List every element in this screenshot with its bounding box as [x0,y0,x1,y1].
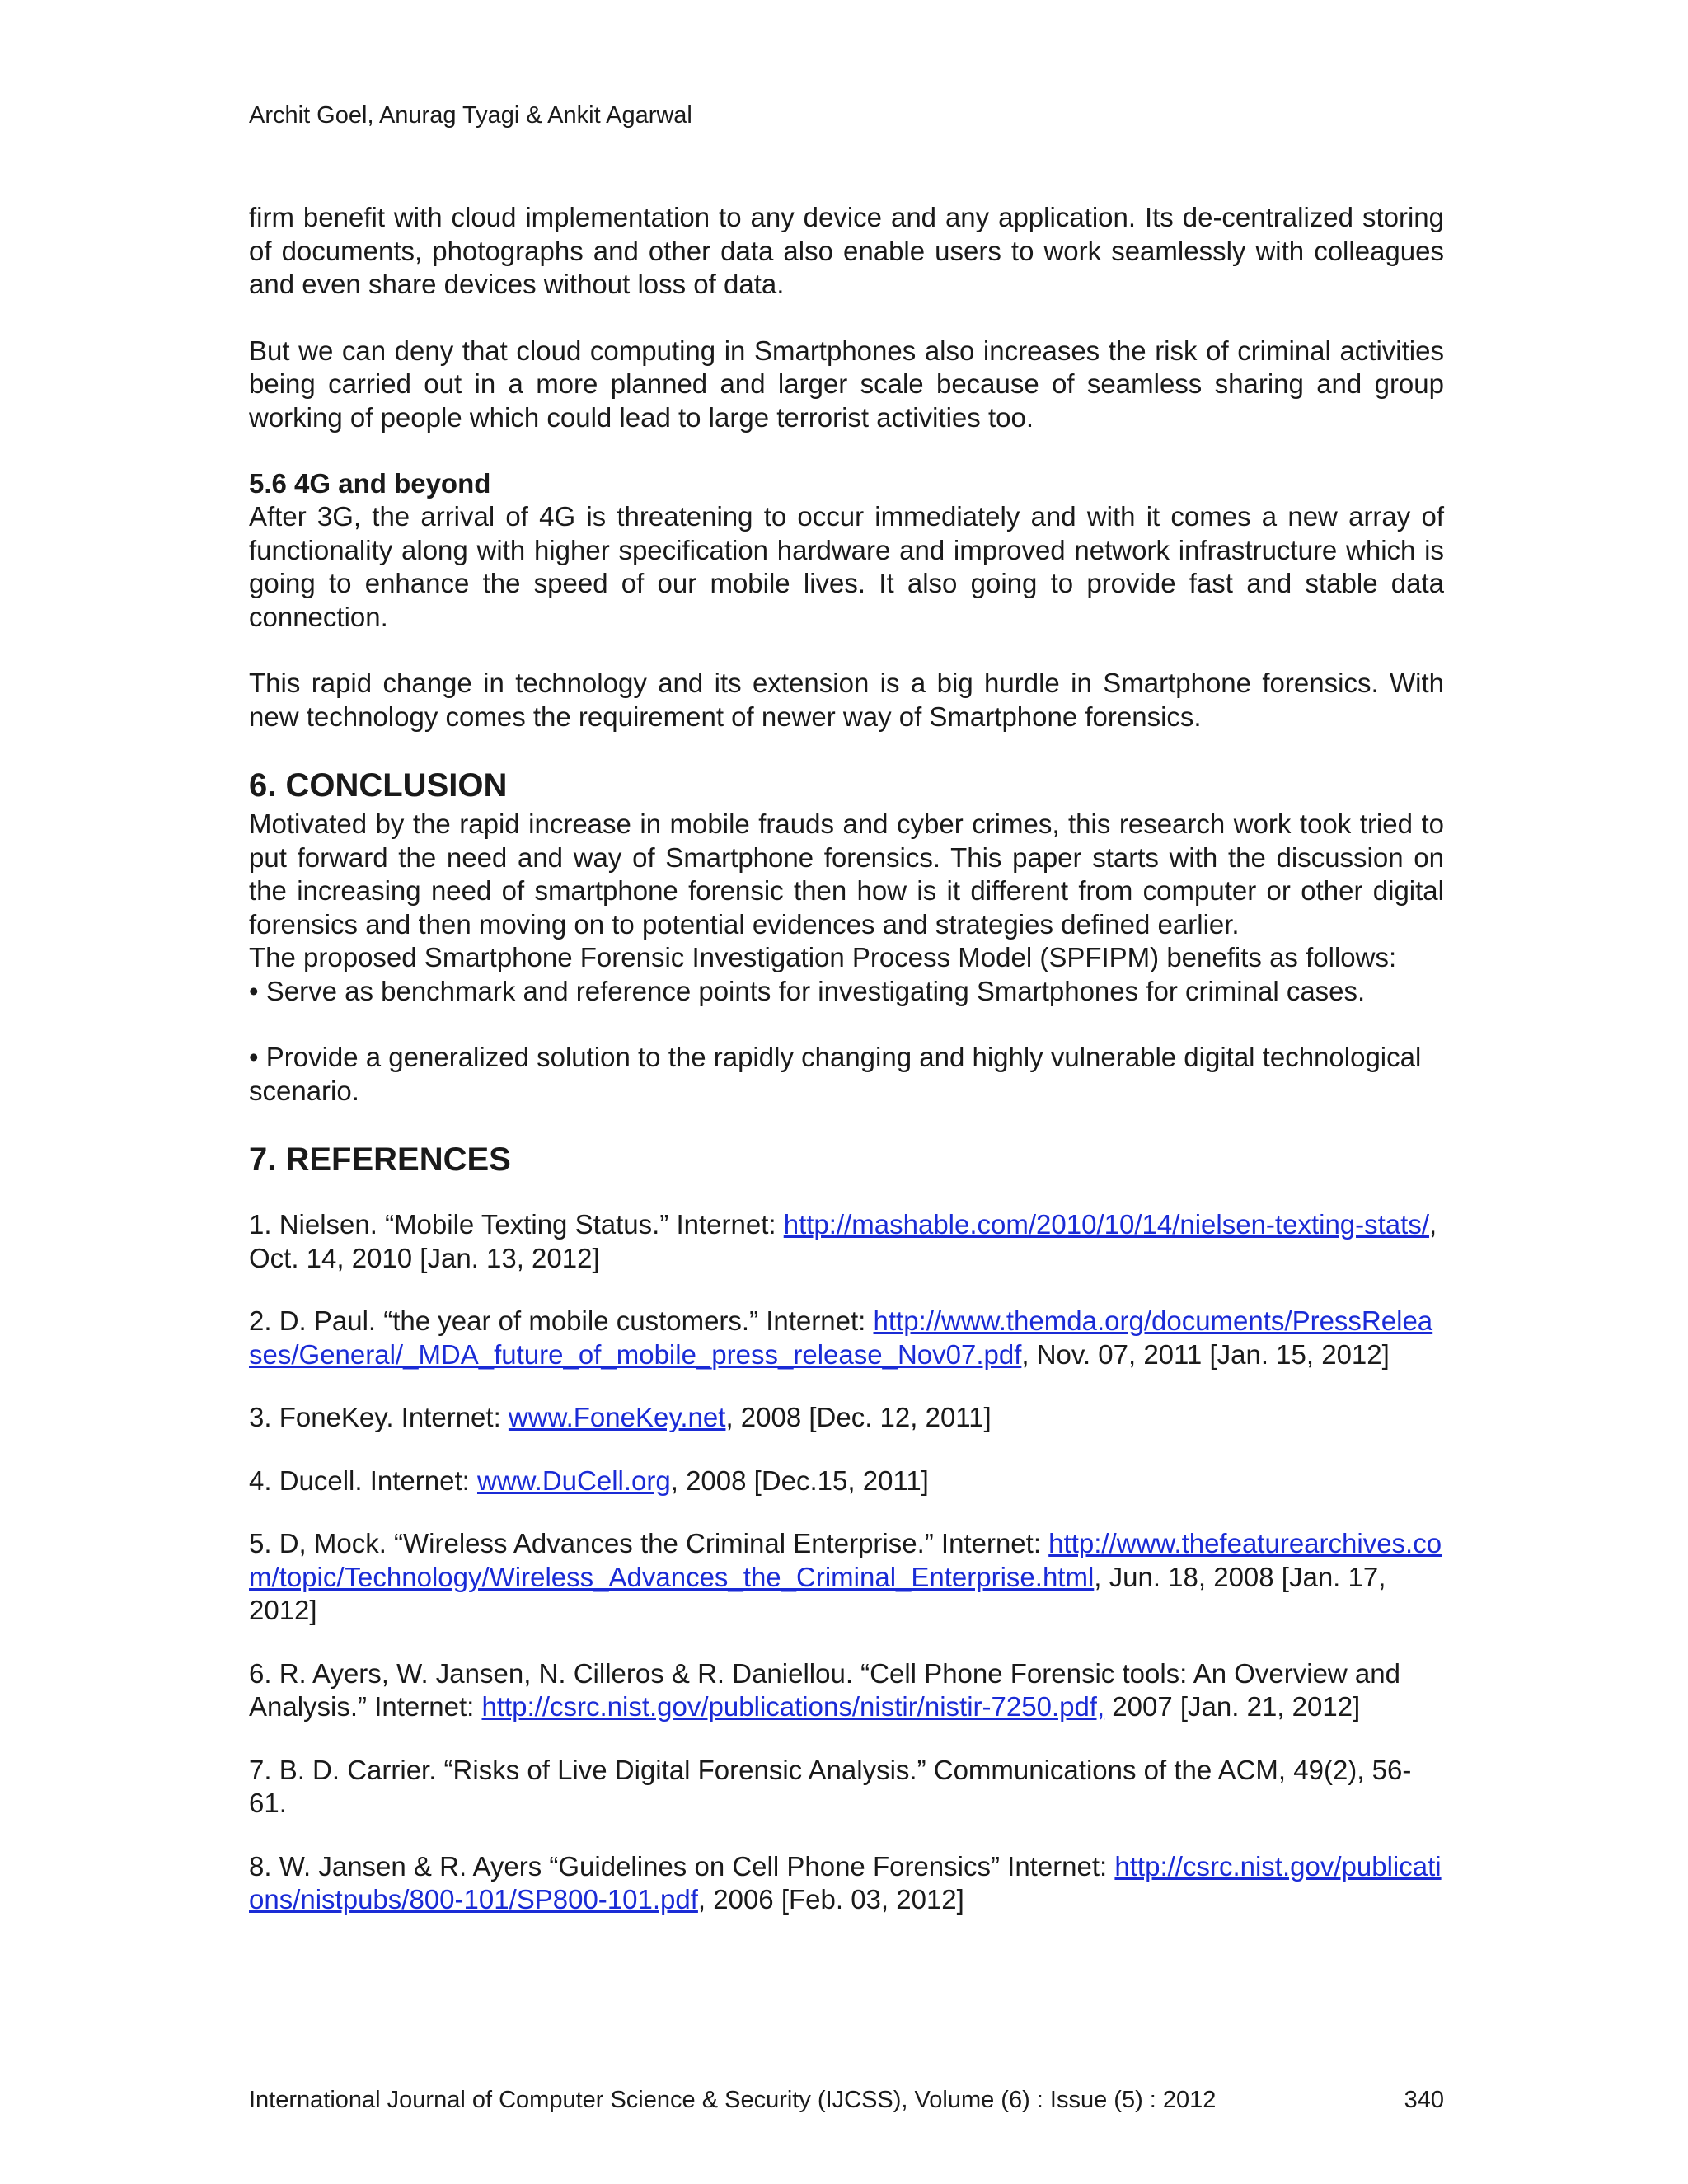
running-header-authors: Archit Goel, Anurag Tyagi & Ankit Agarwal [249,102,692,129]
bullet-generalized-solution: • Provide a generalized solution to the rapidly changing and highly vulnerable digital technological scenario. [249,1042,1422,1106]
reference-item-5 [249,1527,1444,1628]
reference-item-1 [249,1208,1444,1275]
reference-item-7 [249,1754,1444,1821]
reference-4-date: , 2008 [Dec.15, 2011] [670,1465,929,1496]
bullet-benchmark: • Serve as benchmark and reference points for investigating Smartphones for criminal cases. [249,975,1366,1006]
section-heading-conclusion: 6. CONCLUSION [249,767,508,804]
reference-list [249,1208,1444,1917]
reference-item-2 [249,1305,1444,1371]
paragraph-conclusion-motivation: Motivated by the rapid increase in mobile frauds and cyber crimes, this research work took tried to put forward the need and way of Smartphone forensics. This paper starts with the discussion on the increasing need of smartphone forensic then how is it different from computer or other digital forensics and then moving on to potential evidences and strategies defined earlier. [249,808,1444,940]
page-number: 340 [1404,2087,1444,2113]
main-content [249,201,1444,1947]
reference-8-link[interactable]: http://csrc.nist.gov/publications/nistpubs/800-101/SP800-101.pdf [249,1850,1442,1915]
reference-8-text: 8. W. Jansen & R. Ayers “Guidelines on Cell Phone Forensics” Internet: [249,1850,1115,1882]
paragraph-cloud-risk: But we can deny that cloud computing in Smartphones also increases the risk of criminal activities being carried out in a more planned and larger scale because of seamless sharing and group working of people which could lead to large terrorist activities too. [249,335,1444,433]
paragraph-rapid-change: This rapid change in technology and its extension is a big hurdle in Smartphone forensics. With new technology comes the requirement of newer way of Smartphone forensics. [249,668,1444,732]
reference-5-text: 5. D, Mock. “Wireless Advances the Criminal Enterprise.” Internet: [249,1528,1049,1558]
reference-2-link[interactable]: http://www.themda.org/documents/PressReleases/General/_MDA_future_of_mobile_press_release_Nov07.pdf [249,1305,1433,1370]
reference-1-date: , Oct. 14, 2010 [Jan. 13, 2012] [249,1209,1437,1273]
reference-1-link[interactable]: http://mashable.com/2010/10/14/nielsen-texting-stats/ [783,1209,1430,1240]
reference-7-text: 7. B. D. Carrier. “Risks of Live Digital Forensic Analysis.” Communications of the ACM, 49(2), 56-61. [249,1754,1412,1818]
reference-6-text: 6. R. Ayers, W. Jansen, N. Cilleros & R. Daniellou. “Cell Phone Forensic tools: An Overview and Analysis.” Internet: [249,1657,1400,1722]
reference-1-text: 1. Nielsen. “Mobile Texting Status.” Internet: [249,1209,784,1240]
reference-item-8 [249,1850,1444,1917]
reference-2-text: 2. D. Paul. “the year of mobile customers.” Internet: [249,1305,874,1336]
reference-6-link[interactable]: http://csrc.nist.gov/publications/nistir/nistir-7250.pdf, [481,1691,1105,1722]
subsection-heading-4g: 5.6 4G and beyond [249,468,491,499]
reference-4-link[interactable]: www.DuCell.org [476,1465,671,1496]
journal-citation: International Journal of Computer Science & Security (IJCSS), Volume (6) : Issue (5) : 2012 [249,2087,1217,2113]
paragraph-4g-arrival: After 3G, the arrival of 4G is threatening to occur immediately and with it comes a new array of functionality along with higher specification hardware and improved network infrastructure which is going to enhance the speed of our mobile lives. It also going to provide fast and stable data connection. [249,501,1444,632]
reference-4-text: 4. Ducell. Internet: [249,1465,477,1496]
paragraph-conclusion-model: The proposed Smartphone Forensic Investigation Process Model (SPFIPM) benefits as follows: [249,942,1397,972]
reference-5-date: , Jun. 18, 2008 [Jan. 17, 2012] [249,1561,1386,1625]
reference-2-date: , Nov. 07, 2011 [Jan. 15, 2012] [1021,1338,1390,1370]
reference-item-3 [249,1401,1444,1435]
reference-3-text: 3. FoneKey. Internet: [249,1402,509,1432]
reference-5-link[interactable]: http://www.thefeaturearchives.com/topic/Technology/Wireless_Advances_the_Criminal_Enterprise.html [249,1528,1442,1592]
page-footer [249,2083,1444,2116]
reference-6-date: 2007 [Jan. 21, 2012] [1104,1691,1361,1722]
reference-3-date: , 2008 [Dec. 12, 2011] [725,1402,992,1432]
section-heading-references: 7. REFERENCES [249,1141,511,1178]
reference-item-6 [249,1657,1444,1724]
paragraph-cloud-benefit: firm benefit with cloud implementation to any device and any application. Its de-centralized storing of documents, photographs and other data also enable users to work seamlessly with colleagues and even share devices without loss of data. [249,202,1444,299]
reference-3-link[interactable]: www.FoneKey.net [508,1402,726,1432]
reference-item-4 [249,1465,1444,1498]
reference-8-date: , 2006 [Feb. 03, 2012] [697,1884,964,1915]
